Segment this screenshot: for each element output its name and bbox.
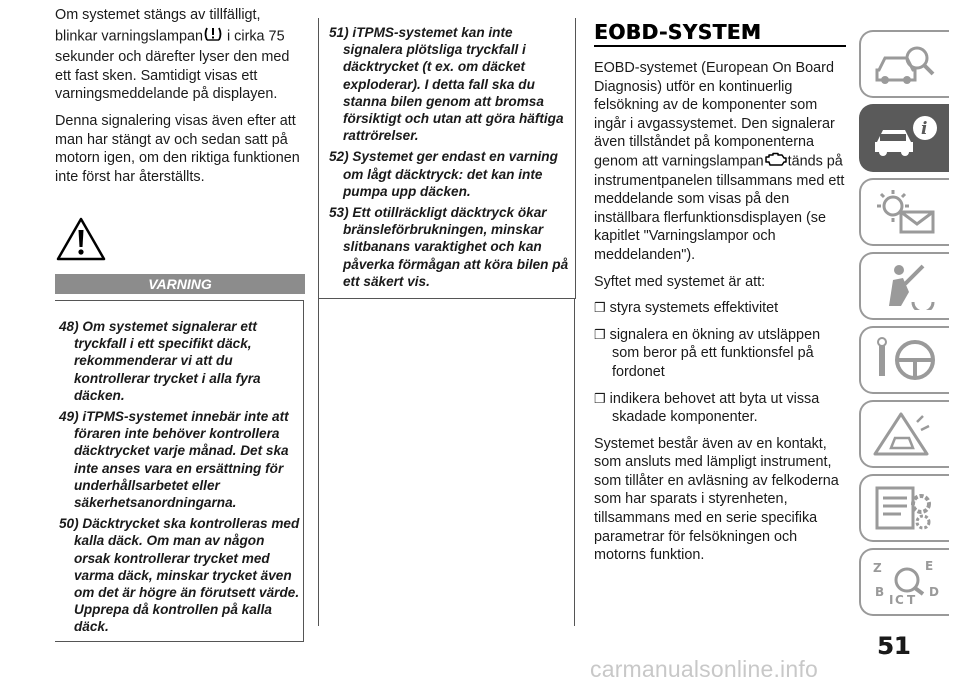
column-right [594,21,846,565]
svg-text:I: I [889,593,894,606]
warning-notes-right [329,24,573,294]
tab-warning-road[interactable] [859,400,949,468]
svg-text:E: E [925,559,934,573]
note-item: 51) iTPMS-systemet kan inte signalera plötsliga tryckfall i däcktrycket (t ex. om däcket exploderar). I detta fall ska du stanna bilen genom att bromsa försiktigt och utan att göra häftiga rattrörelser. [329,25,564,144]
eobd-paragraph-1: EOBD-systemet (European On Board Diagnosis) utför en kontinuerlig felsökning av de komponenter som ingår i avgassystemet. Den signalerar även tillståndet på komponenterna genom att varningslampan tänds på instrumentpanelen tillsammans med ett meddelande som visas på den inställbara flerfunktionsdisplayen (se kapitlet "Varningslampor och meddelanden"). [594,60,845,263]
note-item: 49) iTPMS-systemet innebär inte att föraren inte behöver kontrollera däcktrycket varje månad. Det ska inte anses vara en ersättning för underhållsarbetet eller säkerhetsanordningarna. [59,409,289,511]
svg-text:i: i [921,119,928,139]
note-item: 52) Systemet ger endast en varning om lågt däcktryck: det kan inte pumpa upp däcken. [329,149,558,199]
heading-rule [594,45,846,47]
svg-text:D: D [929,585,939,599]
tpms-paragraph-1: Om systemet stängs av tillfälligt, blinkar varningslampan i cirka 75 sekunder och därefter lyser den med ett fast sken. Samtidigt visas ett varningsmeddelande på displayen. [55,7,290,103]
warning-triangle-icon [55,216,107,262]
tpms-warning-light-icon [203,25,223,49]
lights-icon [871,188,941,236]
section-heading: EOBD-SYSTEM [594,20,762,44]
svg-text:Z: Z [873,561,882,575]
svg-text:C: C [895,593,904,606]
car-info-icon [871,114,941,162]
note-item: 53) Ett otillräckligt däcktryck ökar bränsleförbrukningen, minskar slitbanans varaktighet och kan påverka förmågan att köra bilen på ett säkert vis. [329,205,569,289]
tab-car-search[interactable] [859,30,949,98]
bullet-item: ❒ indikera behovet att byta ut vissa skadade komponenter. [594,390,820,426]
warning-road-icon [871,410,941,458]
eobd-paragraph-2: Syftet med systemet är att: [594,273,766,290]
note-item: 50) Däcktrycket ska kontrolleras med kalla däck. Om man av någon orsak kontrollerar trycket med varma däck, minskar trycket även om det är högre än förutsett värde. Upprepa då kontrollen på kalla däck. [59,516,300,635]
column-divider [318,298,319,626]
svg-text:B: B [875,585,885,599]
tab-airbag[interactable] [859,252,949,320]
tab-steering[interactable] [859,326,949,394]
warning-notes-left [59,318,303,640]
engine-check-light-icon [764,152,788,172]
svg-text:T: T [907,593,916,606]
airbag-icon [871,262,941,310]
tab-maintenance[interactable] [859,474,949,542]
tab-car-info[interactable] [859,104,949,172]
steering-icon [871,336,941,384]
page-number: 51 [877,632,911,660]
bullet-item: ❒ styra systemets effektivitet [594,300,779,317]
car-search-icon [871,40,941,88]
tab-lights[interactable] [859,178,949,246]
maintenance-icon [871,484,941,532]
warning-label: VARNING [55,274,305,294]
tab-alphabet-index[interactable] [859,548,949,616]
bullet-item: ❒ signalera en ökning av utsläppen som beror på ett funktionsfel på fordonet [594,326,821,380]
column-left [55,0,305,186]
tpms-paragraph-2: Denna signalering visas även efter att man har stängt av och sedan satt på motorn igen, om den riktiga funktionen inte först har återställts. [55,112,300,185]
eobd-paragraph-3: Systemet består även av en kontakt, som ansluts med lämpligt instrument, som tillåter en avläsning av felkoderna som har sparats i styrenheten, tillsammans med en serie specifika parametrar för felsökningen och motorns funktion. [594,435,839,564]
note-item: 48) Om systemet signalerar ett tryckfall i ett specifikt däck, rekommenderar vi att du kontrollerar trycket i alla fyra däcken. [59,319,261,403]
alphabet-index-icon [871,558,941,606]
column-divider [574,298,575,626]
watermark: carmanualsonline.info [590,656,818,682]
